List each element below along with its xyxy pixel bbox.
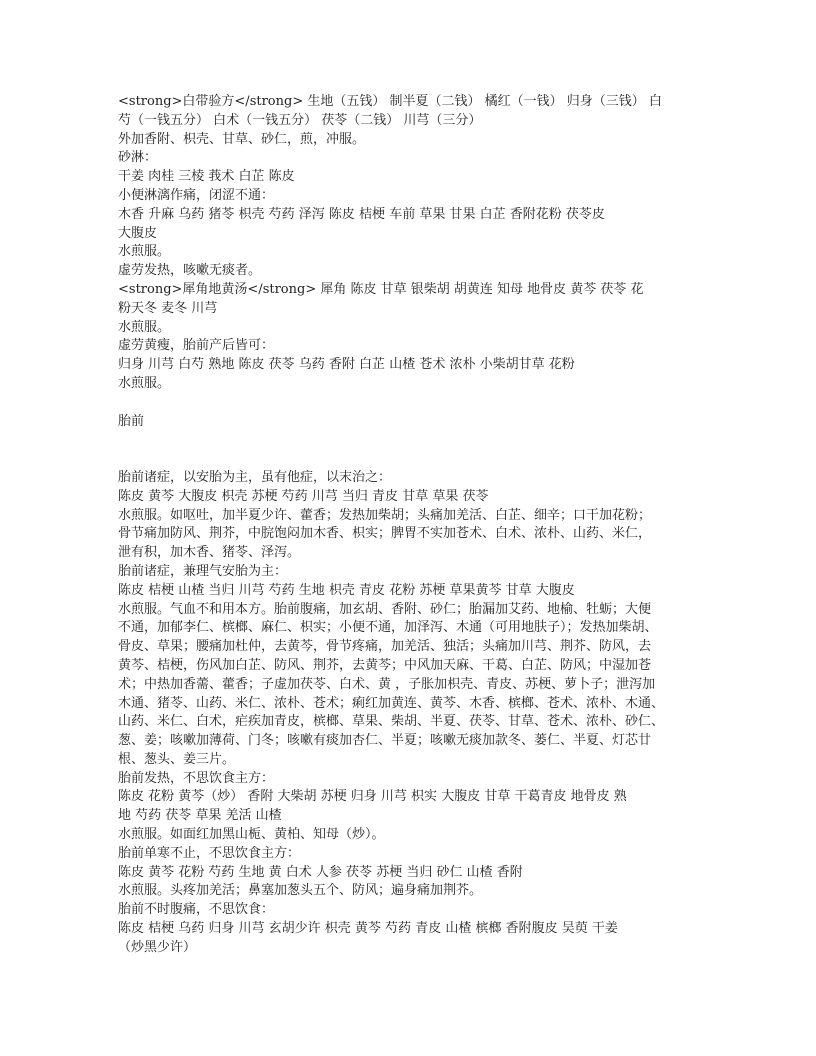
text-line: <strong>犀角地黄汤</strong> 犀角 陈皮 甘草 银柴胡 胡黄连 知母 地骨皮 黄芩 茯苓 花 [118, 281, 644, 297]
text-line: 虚劳黄瘦，胎前产后皆可： [118, 338, 275, 354]
text-line: 骨节痛加防风、荆芥，中脘饱闷加木香、枳实；脾胃不实加苍术、白术、浓朴、山药、米仁， [118, 526, 652, 542]
text-line: 骨皮、草果；腰痛加杜仲，去黄芩，骨节疼痛，加羌活、独活；头痛加川芎、荆芥、防风，去 [118, 639, 652, 655]
text-line: 陈皮 桔梗 乌药 归身 川芎 玄胡少许 枳壳 黄芩 芍药 青皮 山楂 槟榔 香附腹皮 吴萸 干姜 [118, 921, 618, 937]
text-line: <strong>白带验方</strong> 生地（五钱） 制半夏（二钱） 橘红（一钱） 归身（三钱） 白 [118, 94, 662, 109]
document-body [118, 93, 718, 958]
text-line: 木通、猪苓、山药、米仁、浓朴、苍术；痢红加黄连、黄芩、木香、槟榔、苍术、浓朴、木通、 [118, 695, 665, 711]
text-line: 胎前诸症，兼理气安胎为主： [118, 563, 288, 579]
text-line: 水煎服。 [118, 375, 171, 391]
text-line: 水煎服。 [118, 319, 171, 335]
text-line: 水煎服。如呕吐，加半夏少许、藿香；发热加柴胡；头痛加羌活、白芷、细辛；口干加花粉； [118, 507, 652, 523]
text-line: 胎前诸症，以安胎为主，虽有他症，以末治之： [118, 469, 392, 485]
text-line: 虚劳发热，咳嗽无痰者。 [118, 263, 262, 279]
text-line: 根、葱头、姜三片。 [118, 751, 236, 767]
text-line: 水煎服。气血不和用本方。胎前腹痛，加玄胡、香附、砂仁；胎漏加艾药、地榆、牡蛎；大便 [118, 601, 652, 617]
text-line: 术；中热加香薷、藿香；子虚加茯苓、白术、黄 ，子胀加枳壳、青皮、苏梗、萝卜子；泄泻加 [118, 676, 656, 692]
text-line: 胎前不时腹痛，不思饮食： [118, 902, 275, 918]
text-line: 木香 升麻 乌药 猪苓 枳壳 芍药 泽泻 陈皮 桔梗 车前 草果 甘果 白芷 香附花粉 茯苓皮 [118, 206, 605, 222]
text-line: 不通，加郁李仁、槟榔、麻仁、枳实；小便不通，加泽泻、木通（可用地肤子）；发热加柴胡、 [118, 620, 658, 636]
text-line [118, 450, 718, 469]
text-line: 胎前发热，不思饮食主方： [118, 770, 275, 786]
text-line: 地 芍药 茯苓 草果 羌活 山楂 [118, 808, 282, 824]
text-line: 外加香附、枳壳、甘草、砂仁，煎，冲服。 [118, 131, 366, 147]
text-line: 陈皮 黄芩 花粉 芍药 生地 黄 白术 人参 茯苓 苏梗 当归 砂仁 山楂 香附 [118, 864, 523, 880]
text-line: 砂淋： [118, 150, 158, 166]
text-line: （炒黑少许） [118, 939, 197, 955]
text-line [118, 394, 718, 413]
text-line: 黄芩、桔梗，伤风加白芷、防风、荆芥，去黄芩；中风加天麻、干葛、白芷、防风；中湿加苍 [118, 657, 652, 673]
text-line [118, 431, 718, 450]
text-line: 水煎服。如面红加黑山栀、黄柏、知母（炒）。 [118, 827, 385, 843]
text-line: 陈皮 桔梗 山楂 当归 川芎 芍药 生地 枳壳 青皮 花粉 苏梗 草果黄芩 甘草 大腹皮 [118, 582, 575, 598]
text-line: 胎前单寒不止，不思饮食主方： [118, 845, 301, 861]
text-line: 陈皮 花粉 黄芩（炒） 香附 大柴胡 苏梗 归身 川芎 枳实 大腹皮 甘草 干葛青皮 地骨皮 熟 [118, 789, 627, 805]
text-line: 泄有积，加木香、猪苓、泽泻。 [118, 545, 301, 561]
text-line: 粉天冬 麦冬 川芎 [118, 300, 218, 316]
text-line: 葱、姜；咳嗽加薄荷、门冬；咳嗽有痰加杏仁、半夏；咳嗽无痰加款冬、蒌仁、半夏、灯芯廿 [118, 733, 652, 749]
text-line: 大腹皮 [118, 225, 158, 241]
text-line: 山药、米仁、白术，疟疾加青皮，槟榔、草果、柴胡、半夏、茯苓、甘草、苍术、浓朴、砂仁、 [118, 714, 665, 730]
section-heading: 胎前 [118, 413, 145, 429]
text-line: 归身 川芎 白芍 熟地 陈皮 茯苓 乌药 香附 白芷 山楂 苍术 浓朴 小柴胡甘草 花粉 [118, 357, 575, 373]
text-line: 陈皮 黄芩 大腹皮 枳壳 苏梗 芍药 川芎 当归 青皮 甘草 草果 茯苓 [118, 488, 489, 504]
text-line: 水煎服。头疼加羌活；鼻塞加葱头五个、防风；遍身痛加荆芥。 [118, 883, 483, 899]
text-line: 小便淋漓作痛，闭涩不通： [118, 187, 275, 203]
text-line: 干姜 肉桂 三棱 莪术 白芷 陈皮 [118, 169, 295, 185]
text-line: 水煎服。 [118, 244, 171, 260]
text-line: 芍（一钱五分） 白术（一钱五分） 茯苓（二钱） 川芎（三分） [118, 112, 482, 128]
